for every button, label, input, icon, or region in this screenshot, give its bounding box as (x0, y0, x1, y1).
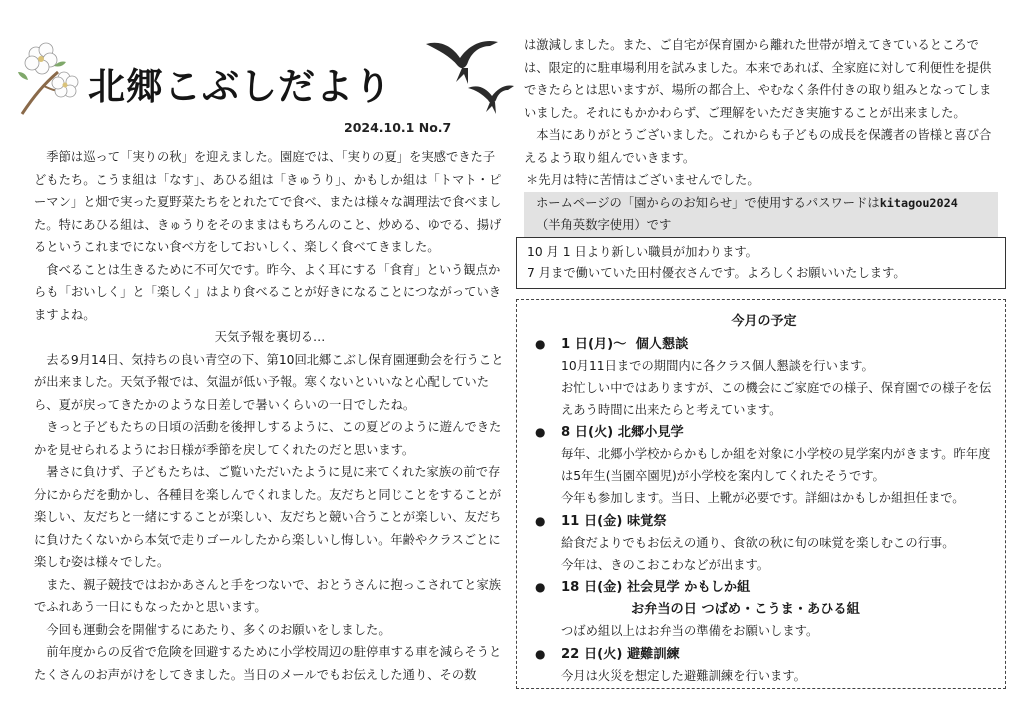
bullet-icon: ● (535, 337, 546, 351)
event-date: 22 日(火) (561, 647, 623, 663)
event-date: 1 日(月)～ (561, 337, 627, 352)
event-detail: 給食だよりでもお伝えの通り、食欲の秋に旬の味覚を楽しむこの行事。 (561, 535, 955, 550)
swallow-icon (420, 24, 516, 116)
event-date: 18 日(金) (561, 580, 623, 596)
event-name: 社会見学 かもしか組 (626, 580, 751, 596)
password-note: （半角英数字使用）です (524, 214, 998, 237)
main-article (34, 146, 506, 686)
bullet-icon: ● (535, 580, 546, 595)
article-subtitle: 天気予報を裏切る… (214, 330, 326, 344)
event-name: 避難訓練 (626, 647, 680, 663)
article-paragraph: また、親子競技ではおかあさんと手をつないで、おとうさんに抱っこされてと家族でふれあう一日にもなったかと思います。 (34, 577, 502, 614)
password-prefix: ホームページの「園からのお知らせ」で使用するパスワードは (536, 195, 880, 210)
schedule-event (535, 510, 993, 577)
issue-date: 2024.10.1 No.7 (344, 120, 452, 135)
article-continuation (524, 34, 998, 237)
schedule-title: 今月の予定 (731, 314, 797, 329)
event-date: 8 日(火) (561, 425, 614, 441)
schedule-event (535, 333, 993, 421)
password-notice (524, 192, 998, 215)
article-paragraph: 暑さに負けず、子どもたちは、ご覧いただいたように見に来てくれた家族の前で存分にからだを動かし、各種目を楽しんでくれました。友だちと同じことをすることが楽しい、友だちと一緒にすることが楽しい、友だちと競い合うことが楽しい、友だちに負けたくないから本気で走りゴールしたから楽しいし悔しい。年齢やクラスごとに楽しむ姿は様々でした。 (34, 465, 502, 569)
staff-notice-line: 10 月 1 日より新しい職員が加わります。 (527, 245, 758, 259)
schedule-event (535, 576, 993, 643)
bullet-icon: ● (535, 425, 546, 440)
event-detail: 今月は火災を想定した避難訓練を行います。 (561, 669, 806, 684)
event-name: 個人懇談 (635, 337, 689, 352)
schedule-event (535, 643, 993, 688)
article-paragraph: きっと子どもたちの日頃の活動を後押しするように、この夏どのように遊んできたかを見せられるようにお日様が季節を戻してくれたのだと思います。 (34, 420, 502, 457)
event-subtitle: お弁当の日 つばめ・こうま・あひる組 (631, 602, 860, 618)
article-paragraph: 季節は巡って「実りの秋」を迎えました。園庭では、「実りの夏」を実感できた子どもたち。こうま組は「なす」、あひる組は「きゅうり」、かもしか組は「トマト・ピーマン」と畑で実った夏野菜たちをとれたてで食べ、または様々な調理法で食べました。特にあひる組は、きゅうりをそのままはもちろんのこと、炒める、ゆでる、揚げるというこれまでにない食べ方をしておいしく、楽しく食べてきました。 (34, 150, 502, 254)
staff-notice-line: 7 月まで働いていた田村優衣さんです。よろしくお願いいたします。 (527, 266, 906, 280)
article-paragraph: 今回も運動会を開催するにあたり、多くのお願いをしました。 (46, 622, 391, 637)
complaint-note: ＊先月は特に苦情はございませんでした。 (526, 173, 760, 187)
article-paragraph: 食べることは生きるために不可欠です。昨今、よく耳にする「食育」という観点からも「おいしく」と「楽しく」はより食べることが好きになることにつながっていきますよね。 (34, 262, 502, 322)
event-detail: つばめ組以上はお弁当の準備をお願いします。 (561, 624, 819, 639)
thanks-text: 本当にありがとうございました。これからも子どもの成長を保護者の皆様と喜び合えるよう取り組んでいきます。 (524, 128, 992, 165)
event-detail: 今年は、きのこおこわなどが出ます。 (561, 557, 770, 572)
event-name: 北郷小見学 (617, 425, 684, 441)
staff-notice-box (516, 237, 1006, 289)
event-detail: 毎年、北郷小学校からかもしか組を対象に小学校の見学案内がきます。昨年度は5年生(当園卒園児)が小学校を案内してくれたそうです。 (561, 447, 991, 484)
continuation-text: は激減しました。また、ご自宅が保育園から離れた世帯が増えてきているところでは、限定的に駐車場利用を試みました。本来であれば、全家庭に対して利便性を提供できたらとは思いますが、場所の都合上、やむなく条件付きの取り組みとなってしまいました。それにもかかわらず、ご理解をいただき実施することが出来ました。 (524, 38, 992, 120)
password-code: kitagou2024 (879, 195, 958, 210)
article-paragraph: 去る9月14日、気持ちの良い青空の下、第10回北郷こぶし保育園運動会を行うことが出来ました。天気予報では、気温が低い予報。寒くないといいなと心配していたら、夏が戻ってきたかのような日差しで暑いくらいの一日でしたね。 (34, 352, 504, 412)
newsletter-title: 北郷こぶしだより (88, 65, 392, 108)
bullet-icon: ● (535, 647, 546, 662)
bullet-icon: ● (535, 513, 546, 528)
event-date: 11 日(金) (561, 513, 623, 529)
cherry-blossom-icon (14, 36, 86, 116)
event-detail: お忙しい中ではありますが、この機会にご家庭での様子、保育園での様子を伝えあう時間に出来たらと考えています。 (561, 380, 992, 417)
schedule-event (535, 421, 993, 509)
event-name: 味覚祭 (626, 513, 667, 529)
monthly-schedule (516, 299, 1006, 689)
event-detail: 10月11日までの期間内に各クラス個人懇談を行います。 (561, 359, 874, 373)
article-paragraph: 前年度からの反省で危険を回避するために小学校周辺の駐停車する車を減らそうとたくさんのお声がけをしてきました。当日のメールでもお伝えした通り、その数 (34, 645, 502, 682)
event-detail: 今年も参加します。当日、上靴が必要です。詳細はかもしか組担任まで。 (561, 490, 965, 505)
